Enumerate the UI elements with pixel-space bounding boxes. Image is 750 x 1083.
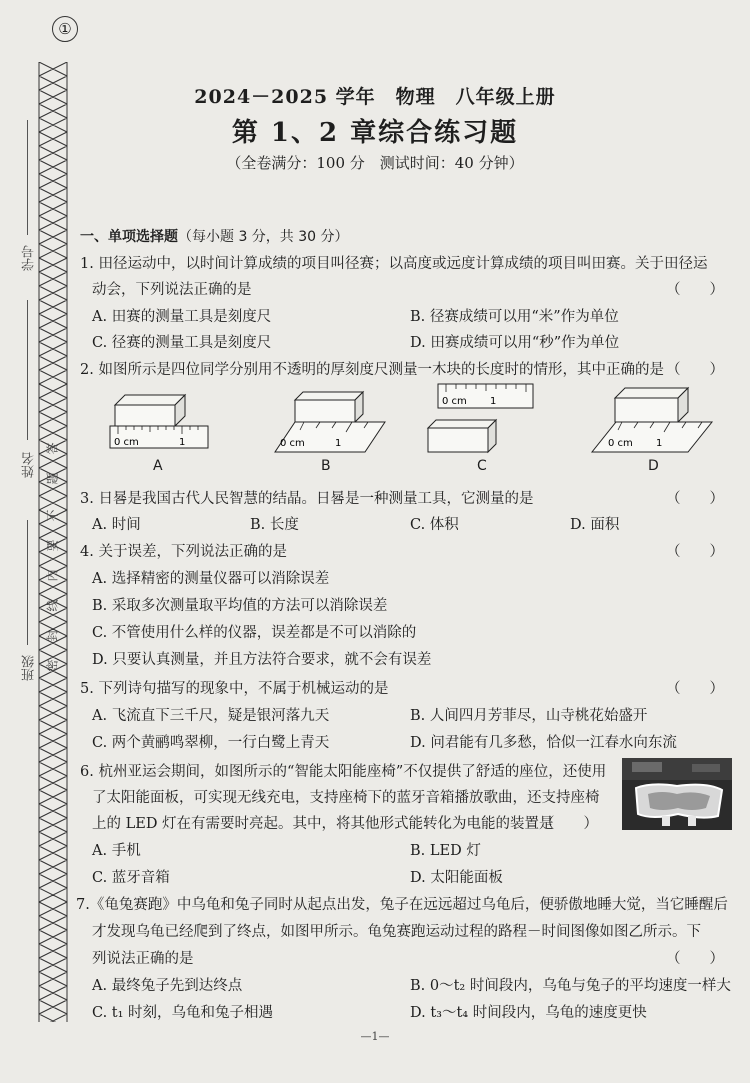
figure-c-label: C [477, 458, 487, 474]
question-5-option-c: C. 两个黄鹂鸣翠柳，一行白鹭上青天 [92, 735, 330, 751]
question-3-option-b: B. 长度 [250, 517, 299, 533]
seal-char: 密 [45, 659, 60, 672]
ruler-one-label: 1 [490, 396, 497, 407]
question-4-option-a: A. 选择精密的测量仪器可以消除误差 [92, 571, 330, 587]
seal-char: 不 [45, 509, 60, 522]
question-4-option-c: C. 不管使用什么样的仪器，误差都是不可以消除的 [92, 625, 417, 641]
page-footer: —1— [360, 1030, 390, 1043]
ruler-zero-label: 0 cm [114, 437, 139, 448]
section-heading [80, 226, 349, 246]
seal-char: 封 [45, 629, 60, 642]
question-5-answer-blank: （ ） [666, 681, 724, 697]
figure-d-diagram [592, 388, 712, 452]
question-1-option-a: A. 田赛的测量工具是刻度尺 [92, 309, 272, 325]
section-title: 一、单项选择题 [80, 229, 178, 245]
question-3-option-c: C. 体积 [410, 517, 459, 533]
ruler-zero-label: 0 cm [442, 396, 467, 407]
seal-char: 答 [45, 442, 60, 455]
ruler-zero-label: 0 cm [608, 438, 633, 449]
question-2-ruler-figures [100, 380, 730, 455]
question-6-option-a: A. 手机 [92, 843, 141, 859]
question-6-answer-blank: （ ） [540, 816, 598, 832]
question-5-option-b: B. 人间四月芳菲尽，山寺桃花始盛开 [410, 708, 648, 724]
figure-b-label: B [321, 458, 331, 474]
name-line [27, 300, 28, 440]
question-6-stem-cont2: 上的 LED 灯在有需要时亮起。其中，将其他形式能转化为电能的装置是 [92, 816, 554, 832]
question-6-option-b: B. LED 灯 [410, 843, 481, 859]
question-1-answer-blank: （ ） [666, 282, 724, 298]
seal-char: 要 [45, 539, 60, 552]
question-5-stem: 5. 下列诗句描写的现象中，不属于机械运动的是 [80, 681, 389, 697]
seal-char: 线 [45, 599, 60, 612]
student-id-label: 学号 [22, 245, 37, 271]
question-4-answer-blank: （ ） [666, 544, 724, 560]
ruler-one-label: 1 [335, 438, 342, 449]
question-5-option-a: A. 飞流直下三千尺，疑是银河落九天 [92, 708, 330, 724]
class-label: 班级 [22, 655, 37, 681]
ruler-one-label: 1 [656, 438, 663, 449]
page-number-badge: ① [52, 16, 78, 42]
figure-a-diagram [110, 395, 208, 448]
question-4-option-b: B. 采取多次测量取平均值的方法可以消除误差 [92, 598, 388, 614]
question-3-answer-blank: （ ） [666, 491, 724, 507]
name-label: 姓名 [22, 452, 37, 478]
question-7-option-b: B. 0～t₂ 时间段内，乌龟与兔子的平均速度一样大 [410, 978, 731, 994]
exam-info: （全卷满分：100 分 测试时间：40 分钟） [226, 154, 524, 172]
question-3-stem: 3. 日晷是我国古代人民智慧的结晶。日晷是一种测量工具，它测量的是 [80, 491, 534, 507]
figure-a-label: A [153, 458, 163, 474]
question-7-stem-cont2: 列说法正确的是 [92, 951, 194, 967]
section-note: （每小题 3 分，共 30 分） [178, 229, 349, 245]
solar-bench-photo [622, 758, 732, 830]
seal-char: 题 [45, 472, 60, 485]
question-6-stem-cont: 了太阳能面板，可实现无线充电，支持座椅下的蓝牙音箱播放歌曲，还支持座椅 [92, 790, 600, 806]
question-1-stem-cont: 动会，下列说法正确的是 [92, 282, 252, 298]
class-line [27, 520, 28, 645]
question-7-option-d: D. t₃～t₄ 时间段内，乌龟的速度更快 [410, 1005, 647, 1021]
question-6-stem: 6. 杭州亚运会期间，如图所示的“智能太阳能座椅”不仅提供了舒适的座位，还使用 [80, 764, 607, 780]
question-6-option-d: D. 太阳能面板 [410, 870, 503, 886]
question-1-option-c: C. 径赛的测量工具是刻度尺 [92, 335, 272, 351]
ruler-one-label: 1 [179, 437, 186, 448]
question-1-stem: 1. 田径运动中，以时间计算成绩的项目叫径赛；以高度或远度计算成绩的项目叫田赛。关于田径运 [80, 256, 708, 272]
ruler-zero-label: 0 cm [280, 438, 305, 449]
question-6-option-c: C. 蓝牙音箱 [92, 870, 170, 886]
school-year-subject: 2024－2025 学年 物理 八年级上册 [194, 86, 556, 108]
question-3-option-d: D. 面积 [570, 517, 620, 533]
question-1-option-b: B. 径赛成绩可以用“米”作为单位 [410, 309, 619, 325]
question-7-answer-blank: （ ） [666, 951, 724, 967]
figure-c-diagram [428, 384, 533, 452]
question-2-answer-blank: （ ） [666, 362, 724, 378]
figure-b-diagram [275, 392, 385, 452]
question-7-option-c: C. t₁ 时刻，乌龟和兔子相遇 [92, 1005, 274, 1021]
question-7-stem: 7.《龟兔赛跑》中乌龟和兔子同时从起点出发，兔子在远远超过乌龟后，便骄傲地睡大觉，当它睡醒后 [76, 897, 728, 913]
question-7-option-a: A. 最终兔子先到达终点 [92, 978, 243, 994]
page-title: 第 1、2 章综合练习题 [231, 118, 519, 148]
seal-char: 内 [45, 569, 60, 582]
figure-d-label: D [648, 458, 659, 474]
question-3-option-a: A. 时间 [92, 517, 141, 533]
question-5-option-d: D. 问君能有几多愁，恰似一江春水向东流 [410, 735, 677, 751]
question-7-stem-cont: 才发现乌龟已经爬到了终点，如图甲所示。龟兔赛跑运动过程的路程－时间图像如图乙所示。下 [92, 924, 701, 940]
question-4-stem: 4. 关于误差，下列说法正确的是 [80, 544, 287, 560]
question-1-option-d: D. 田赛成绩可以用“秒”作为单位 [410, 335, 620, 351]
question-2-stem: 2. 如图所示是四位同学分别用不透明的厚刻度尺测量一木块的长度时的情形，其中正确的是 [80, 362, 664, 378]
question-4-option-d: D. 只要认真测量，并且方法符合要求，就不会有误差 [92, 652, 432, 668]
